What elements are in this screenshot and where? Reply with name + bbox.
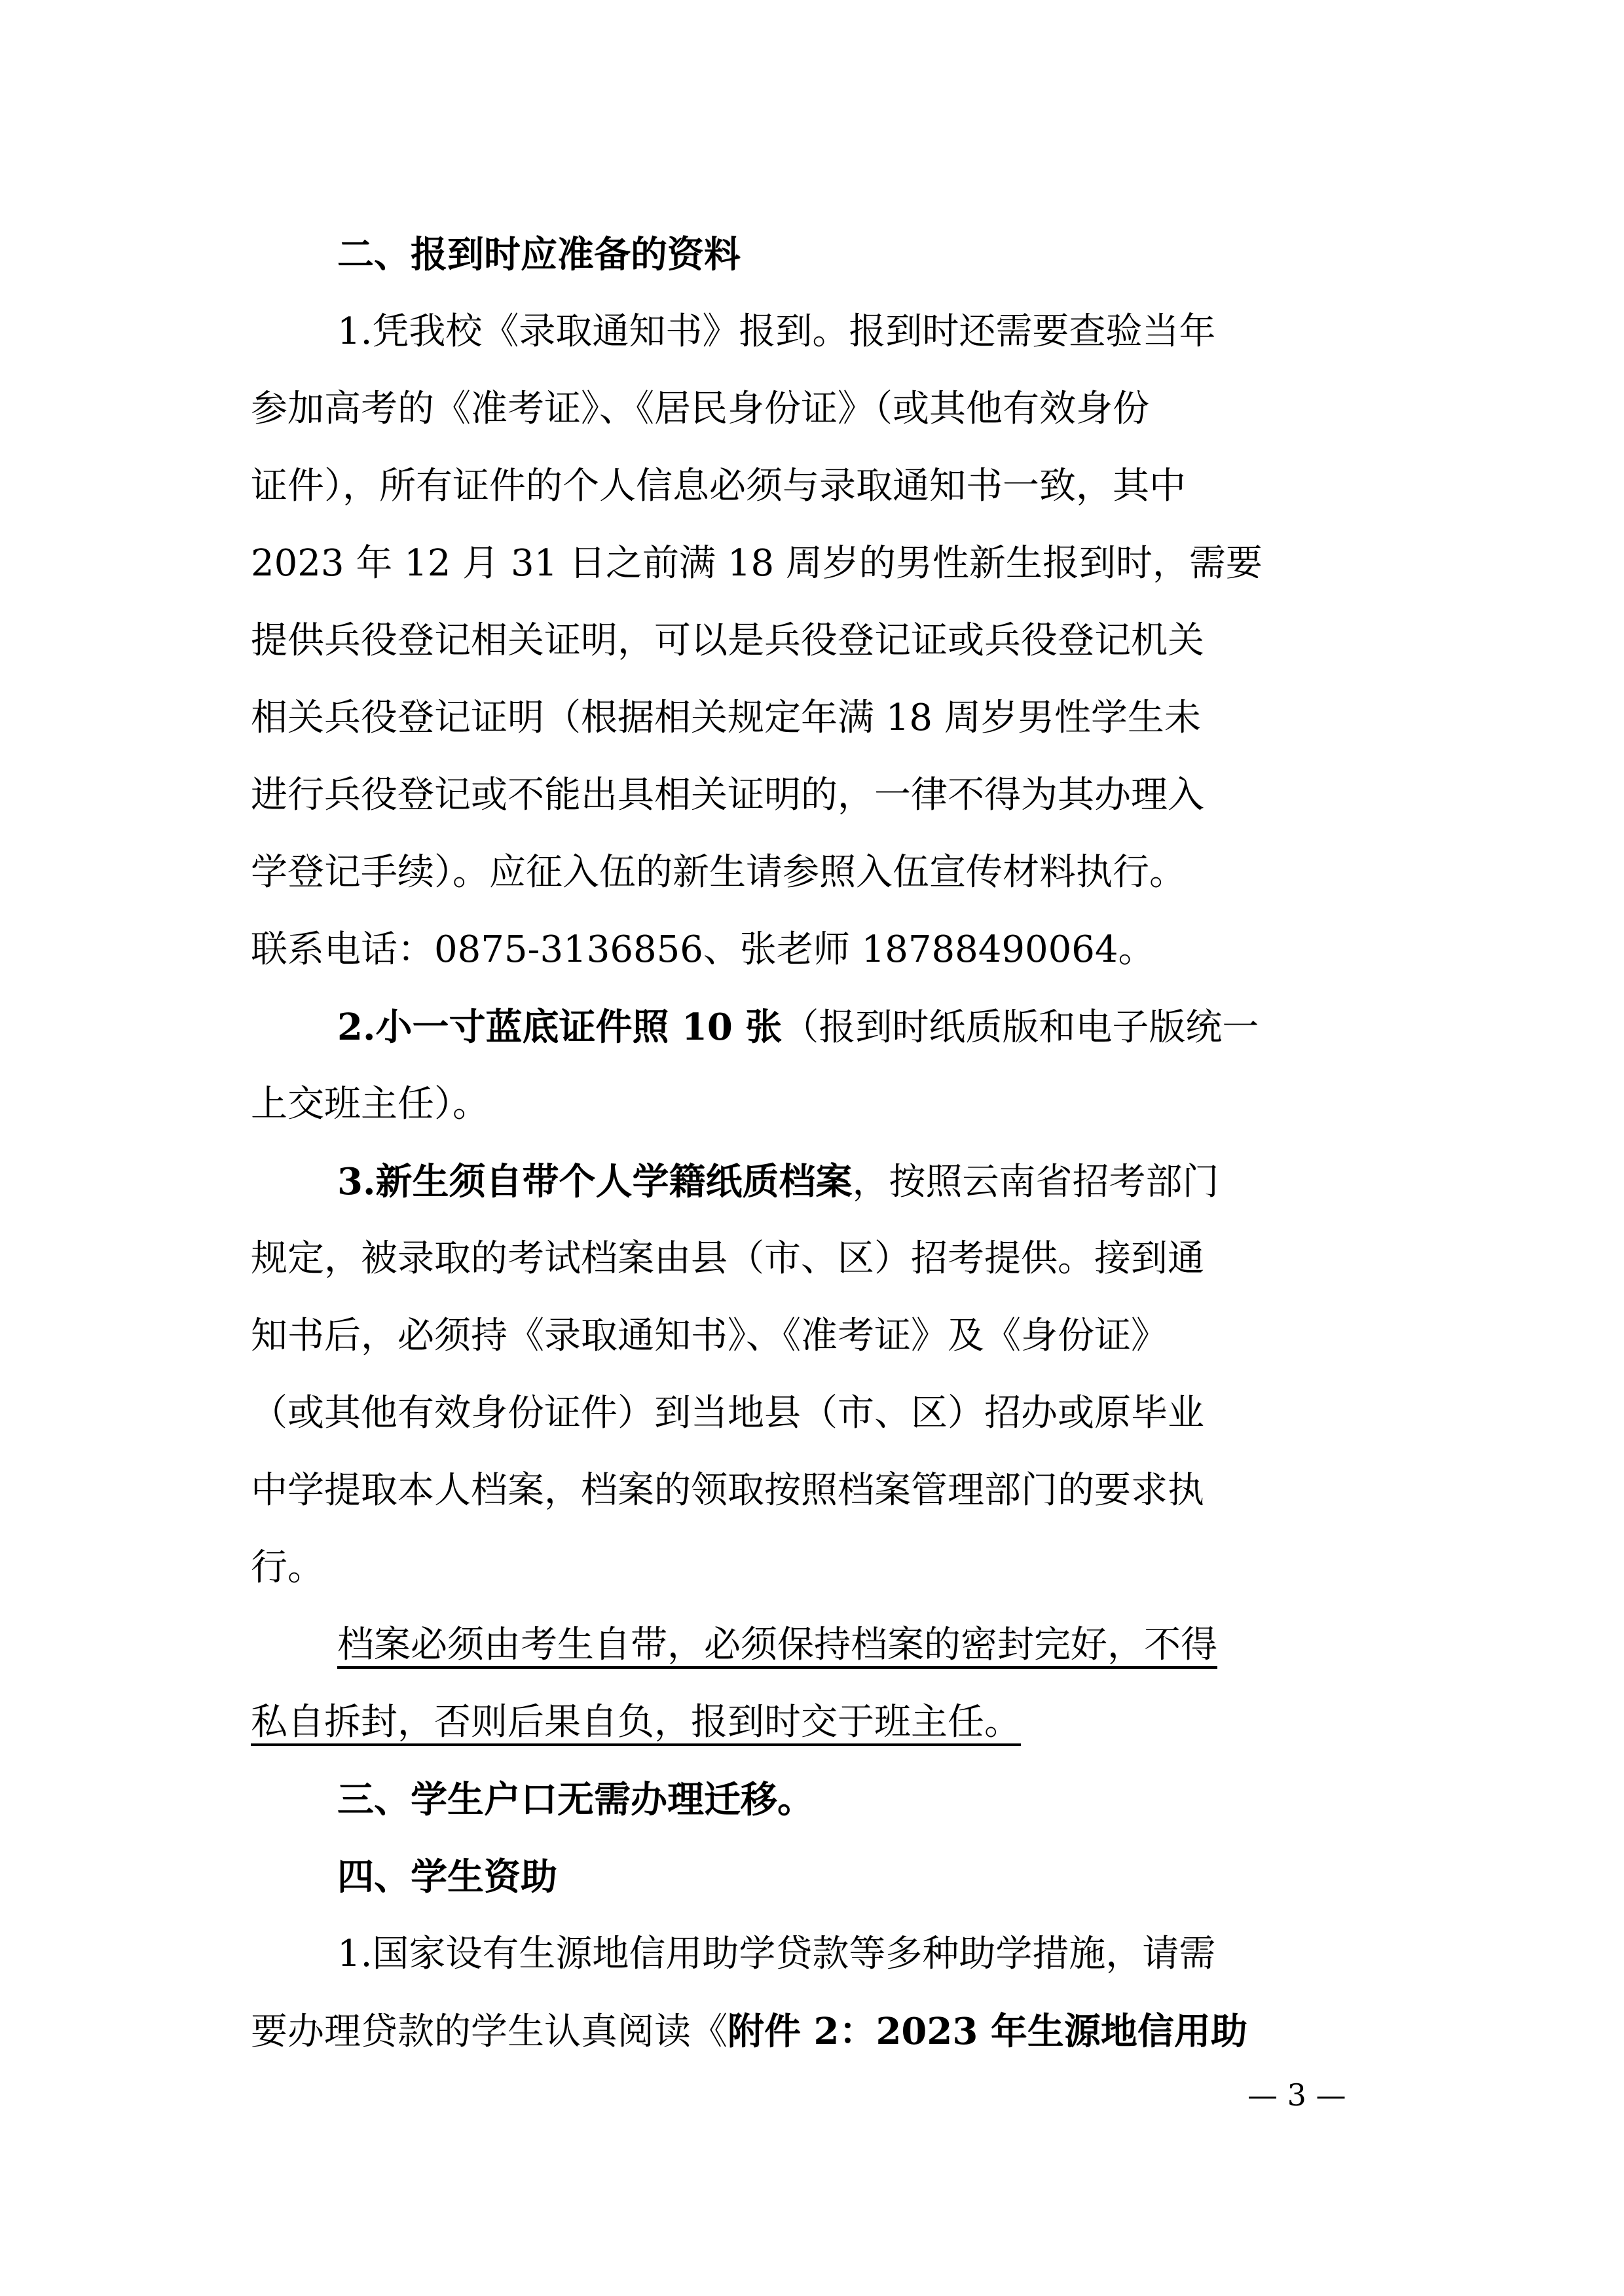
paragraph-line: （或其他有效身份证件）到当地县（市、区）招办或原毕业	[251, 1392, 1204, 1434]
paragraph-line: 相关兵役登记证明（根据相关规定年满 18 周岁男性学生未	[251, 697, 1201, 739]
paragraph-line: 1.凭我校《录取通知书》报到。报到时还需要查验当年	[337, 310, 1216, 353]
paragraph-line	[251, 1143, 1374, 1220]
document-page	[251, 216, 1374, 2070]
paragraph-line: 知书后，必须持《录取通知书》、《准考证》及《身份证》	[251, 1315, 1168, 1357]
loan-notice-text: 要办理贷款的学生认真阅读《	[251, 2011, 728, 2053]
paragraph-line: 规定，被录取的考试档案由县（市、区）招考提供。接到通	[251, 1237, 1204, 1280]
paragraph-line: 参加高考的《准考证》、《居民身份证》（或其他有效身份	[251, 388, 1149, 430]
paragraph-line: 学登记手续）。应征入伍的新生请参照入伍宣传材料执行。	[251, 851, 1186, 894]
archive-notice-text: 档案必须由考生自带，必须保持档案的密封完好，不得	[337, 1624, 1217, 1666]
photo-requirement-label: 2.小一寸蓝底证件照 10 张	[337, 1006, 783, 1049]
section-heading-household-registration: 三、学生户口无需办理迁移。	[337, 1778, 814, 1821]
paragraph-line: 1.国家设有生源地信用助学贷款等多种助学措施，请需	[337, 1933, 1216, 1975]
archive-requirement-detail: ，按照云南省招考部门	[852, 1161, 1219, 1203]
contact-phone-line: 联系电话：0875-3136856、张老师 18788490064。	[251, 928, 1155, 971]
page-number: — 3 —	[1247, 2077, 1346, 2113]
archive-requirement-label: 3.新生须自带个人学籍纸质档案	[337, 1160, 853, 1203]
archive-notice-text: 私自拆封，否则后果自负，报到时交于班主任。	[251, 1701, 1021, 1743]
archive-notice-line	[251, 1684, 1374, 1761]
photo-requirement-detail: （报到时纸质版和电子版统一	[782, 1006, 1259, 1049]
section-heading-registration-materials: 二、报到时应准备的资料	[337, 233, 741, 276]
paragraph-line	[251, 1993, 1374, 2070]
paragraph-line: 提供兵役登记相关证明，可以是兵役登记证或兵役登记机关	[251, 619, 1204, 662]
paragraph-line: 证件），所有证件的个人信息必须与录取通知书一致，其中	[251, 465, 1186, 507]
section-heading-student-aid: 四、学生资助	[337, 1855, 557, 1899]
paragraph-line: 行。	[251, 1546, 324, 1589]
paragraph-line	[251, 989, 1374, 1066]
paragraph-line: 中学提取本人档案，档案的领取按照档案管理部门的要求执	[251, 1469, 1204, 1512]
paragraph-line: 上交班主任）。	[251, 1083, 489, 1125]
archive-notice-line	[251, 1607, 1374, 1684]
attachment-reference: 附件 2：2023 年生源地信用助	[728, 2010, 1247, 2053]
paragraph-line: 进行兵役登记或不能出具相关证明的，一律不得为其办理入	[251, 774, 1204, 816]
paragraph-line: 2023 年 12 月 31 日之前满 18 周岁的男性新生报到时，需要	[251, 542, 1263, 585]
